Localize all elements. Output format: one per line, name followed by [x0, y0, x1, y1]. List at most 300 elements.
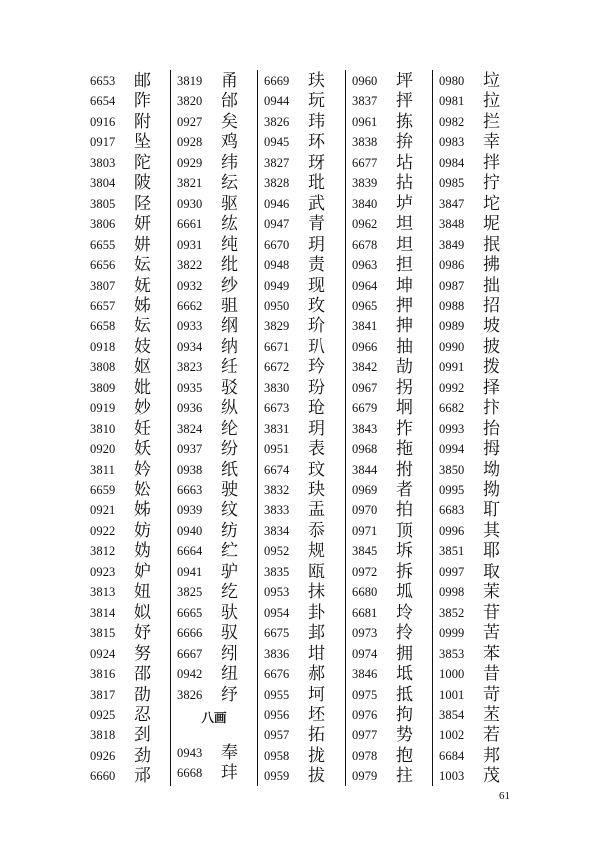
entry-character: 者: [396, 480, 413, 500]
entry: [171, 762, 257, 786]
entry-character: 耶: [483, 541, 500, 562]
entry-character: 郝: [308, 664, 325, 685]
column-1: [84, 70, 170, 786]
page-number: 61: [499, 790, 510, 802]
entry-code: 0975: [352, 687, 378, 702]
entry-code: 6675: [264, 626, 290, 641]
entry-character: 垃: [483, 71, 500, 91]
entry-character: 盂: [308, 500, 325, 521]
entry-code: 3826: [177, 687, 203, 702]
entry-code: 3808: [90, 360, 116, 375]
entry-code: 0954: [264, 605, 290, 620]
entry-code: 6663: [177, 483, 203, 497]
entry-character: 附: [134, 111, 151, 132]
entry-character: 陀: [134, 152, 151, 173]
entry-code: 3815: [90, 626, 116, 641]
entry-character: 姊: [134, 500, 151, 521]
entry-code: 3842: [352, 360, 378, 375]
entry-character: 刭: [134, 725, 151, 746]
entry-character: 驮: [221, 602, 238, 623]
entry-character: 玡: [308, 152, 325, 173]
entry-character: 坫: [396, 152, 413, 173]
entry-code: 3830: [264, 380, 290, 395]
entry-character: 纵: [221, 398, 238, 419]
entry-character: 纱: [221, 275, 238, 296]
entry-character: 择: [483, 377, 500, 398]
entry-character: 玪: [308, 357, 325, 378]
entry-character: 规: [308, 541, 325, 562]
entry-character: 拢: [308, 745, 325, 766]
entry-character: 抹: [308, 582, 325, 603]
entry-code: 3804: [90, 176, 116, 191]
entry: [258, 765, 344, 789]
entry-character: 坬: [396, 582, 413, 603]
entry-character: 纳: [221, 336, 238, 357]
entry-character: 纺: [221, 520, 238, 541]
entry-code: 3827: [264, 155, 290, 170]
entry-code: 0977: [352, 728, 378, 743]
entry-character: 担: [396, 255, 413, 276]
entry-code: 6660: [90, 769, 116, 784]
entry-code: 0984: [439, 155, 465, 170]
entry-character: 妪: [134, 357, 151, 378]
entry-code: 3844: [352, 462, 378, 477]
entry-code: 6662: [177, 298, 203, 313]
entry-code: 6665: [177, 605, 203, 620]
entry: [84, 765, 170, 789]
entry-code: 6661: [177, 217, 203, 232]
entry-character: 拆: [396, 561, 413, 582]
entry-code: 0994: [439, 442, 465, 457]
entry-character: 玮: [308, 111, 325, 132]
entry-character: 玭: [308, 173, 325, 194]
entry-code: 3841: [352, 319, 378, 334]
entry-character: 纲: [221, 316, 238, 337]
entry-character: 驵: [221, 295, 238, 316]
entry-character: 妣: [134, 377, 151, 398]
entry-character: 拎: [396, 623, 413, 644]
entry-character: 玩: [308, 91, 325, 112]
entry-character: 玟: [308, 459, 325, 480]
entry-character: 邽: [308, 623, 325, 644]
entry-code: 3839: [352, 176, 378, 191]
entry-code: 3820: [177, 94, 203, 109]
entry-code: 6667: [177, 646, 203, 661]
entry-code: 0978: [352, 748, 378, 763]
entry-character: 坩: [308, 643, 325, 664]
entry-code: 3817: [90, 687, 116, 702]
entry-code: 3807: [90, 278, 116, 293]
entry-character: 纶: [221, 418, 238, 439]
entry-code: 3816: [90, 667, 116, 682]
entry-character: 妘: [134, 255, 151, 276]
entry-character: 妒: [134, 561, 151, 582]
section-header: 八画: [201, 709, 227, 725]
entry-code: 3836: [264, 646, 290, 661]
entry-character: 劲: [134, 745, 151, 766]
entry-code: 0950: [264, 298, 290, 313]
entry-character: 妗: [134, 459, 151, 480]
entry-character: 青: [308, 214, 325, 235]
entry-code: 6668: [177, 766, 203, 781]
entry-code: 0956: [264, 707, 290, 722]
entry-character: 若: [483, 725, 500, 746]
entry-code: 6671: [264, 339, 290, 354]
entry-character: 姊: [134, 295, 151, 316]
entry-character: 坠: [134, 132, 151, 153]
entry-character: 纮: [221, 214, 238, 235]
entry-character: 玦: [308, 480, 325, 500]
entry-code: 0933: [177, 319, 203, 334]
entry-character: 招: [483, 295, 500, 316]
entry-code: 6680: [352, 585, 378, 600]
entry-character: 纽: [221, 664, 238, 685]
entry-character: 邰: [221, 91, 238, 112]
entry-code: 3822: [177, 258, 203, 273]
entry-character: 拄: [396, 766, 413, 787]
entry-character: 押: [396, 295, 413, 316]
entry: [171, 684, 257, 708]
entry-code: 0972: [352, 564, 378, 579]
entry-code: 0929: [177, 155, 203, 170]
entry-code: 0939: [177, 503, 203, 518]
entry-character: 坡: [483, 316, 500, 337]
entry-code: 0944: [264, 94, 290, 109]
entry-character: 鸡: [221, 132, 238, 153]
entry-character: 坻: [396, 664, 413, 685]
entry-character: 坦: [396, 214, 413, 235]
entry-character: 抨: [396, 91, 413, 112]
entry-character: 奉: [221, 742, 238, 763]
entry-code: 0965: [352, 298, 378, 313]
entry-code: 3828: [264, 176, 290, 191]
entry-character: 拖: [396, 439, 413, 460]
entry-code: 0985: [439, 176, 465, 191]
entry-code: 0989: [439, 319, 465, 334]
entry-character: 妍: [134, 214, 151, 235]
entry-code: 6672: [264, 360, 290, 375]
entry-character: 拍: [396, 500, 413, 521]
entry-character: 纥: [221, 582, 238, 603]
entry-code: 1001: [439, 687, 465, 702]
entry-code: 3853: [439, 646, 465, 661]
entry-character: 拉: [483, 91, 500, 112]
entry-character: 坦: [396, 234, 413, 255]
entry-code: 0979: [352, 769, 378, 784]
entry-code: 0945: [264, 135, 290, 150]
entry-character: 幸: [483, 132, 500, 153]
entry-character: 垆: [396, 193, 413, 214]
entry-code: 3818: [90, 728, 116, 743]
entry-character: 环: [308, 132, 325, 153]
entry-character: 甬: [221, 71, 238, 91]
entry-code: 3854: [439, 707, 465, 722]
entry-code: 0940: [177, 523, 203, 538]
entry-code: 6653: [90, 74, 116, 88]
entry-code: 0987: [439, 278, 465, 293]
entry-code: 3832: [264, 483, 290, 497]
entry-character: 邮: [134, 71, 151, 91]
entry-character: 拔: [308, 766, 325, 787]
entry-character: 抬: [483, 418, 500, 439]
entry-code: 0926: [90, 748, 116, 763]
entry-code: 3852: [439, 605, 465, 620]
entry-character: 努: [134, 643, 151, 664]
entry-character: 忝: [308, 520, 325, 541]
entry-code: 0983: [439, 135, 465, 150]
entry-code: 0920: [90, 442, 116, 457]
entry-character: 拧: [483, 173, 500, 194]
entry-character: 纰: [221, 255, 238, 276]
entry-code: 0938: [177, 462, 203, 477]
entry-code: 0961: [352, 114, 378, 129]
entry-code: 3829: [264, 319, 290, 334]
entry-code: 0932: [177, 278, 203, 293]
entry-code: 0991: [439, 360, 465, 375]
entry-character: 妫: [134, 541, 151, 562]
entry-character: 现: [308, 275, 325, 296]
entry-character: 妞: [134, 582, 151, 603]
entry: [346, 765, 432, 789]
entry-code: 0917: [90, 135, 116, 150]
entry-code: 6674: [264, 462, 290, 477]
entry-code: 3826: [264, 114, 290, 129]
entry-character: 拇: [483, 439, 500, 460]
entry-code: 3806: [90, 217, 116, 232]
entry-code: 3831: [264, 421, 290, 436]
entry-character: 坰: [396, 398, 413, 419]
entry-character: 拨: [483, 357, 500, 378]
entry-character: 拓: [308, 725, 325, 746]
entry-code: 0946: [264, 196, 290, 211]
entry-character: 拥: [396, 643, 413, 664]
entry-code: 3849: [439, 237, 465, 252]
entry-code: 0943: [177, 745, 203, 760]
entry-character: 武: [308, 193, 325, 214]
entry-code: 6670: [264, 237, 290, 252]
entry-character: 苯: [483, 643, 500, 664]
entry-character: 拦: [483, 111, 500, 132]
entry-code: 3847: [439, 196, 465, 211]
entry-character: 茂: [483, 766, 500, 787]
entry-code: 0982: [439, 114, 465, 129]
entry-code: 0928: [177, 135, 203, 150]
entry-code: 6664: [177, 544, 203, 559]
entry-code: 0955: [264, 687, 290, 702]
entry-character: 拂: [483, 255, 500, 276]
entry-character: 纷: [221, 439, 238, 460]
entry-code: 0942: [177, 667, 203, 682]
entry-character: 忍: [134, 704, 151, 725]
entry-code: 3835: [264, 564, 290, 579]
entry-character: 拙: [483, 275, 500, 296]
entry-character: 苷: [483, 602, 500, 623]
entry-character: 妐: [134, 480, 151, 500]
entry-character: 坤: [396, 275, 413, 296]
entry-code: 0947: [264, 217, 290, 232]
entry-code: 0968: [352, 442, 378, 457]
entry-character: 陉: [134, 193, 151, 214]
entry-code: 0971: [352, 523, 378, 538]
entry-character: 坳: [483, 459, 500, 480]
entry-character: 拚: [396, 132, 413, 153]
entry-code: 0927: [177, 114, 203, 129]
entry-code: 6657: [90, 298, 116, 313]
entry-code: 0934: [177, 339, 203, 354]
entry-code: 3824: [177, 421, 203, 436]
entry-character: 拈: [396, 173, 413, 194]
entry-code: 3825: [177, 585, 203, 600]
entry-code: 0922: [90, 523, 116, 538]
entry-code: 0999: [439, 626, 465, 641]
entry-character: 表: [308, 439, 325, 460]
entry-code: 6666: [177, 626, 203, 641]
entry-code: 3850: [439, 462, 465, 477]
entry-code: 3812: [90, 544, 116, 559]
entry-character: 阼: [134, 91, 151, 112]
entry-character: 驱: [221, 193, 238, 214]
entry-code: 6659: [90, 483, 116, 497]
column-5: [433, 70, 519, 786]
entry-character: 邵: [134, 664, 151, 685]
entry-code: 0952: [264, 544, 290, 559]
entry-code: 0935: [177, 380, 203, 395]
entry-code: 3848: [439, 217, 465, 232]
entry-character: 妩: [134, 275, 151, 296]
entry-code: 0936: [177, 401, 203, 416]
entry-character: 妊: [134, 418, 151, 439]
entry-character: 拐: [396, 377, 413, 398]
entry-code: 0970: [352, 503, 378, 518]
entry-code: 1003: [439, 769, 465, 784]
entry-character: 纹: [221, 500, 238, 521]
entry-code: 0996: [439, 523, 465, 538]
entry-code: 6669: [264, 74, 290, 88]
entry-character: 抿: [483, 234, 500, 255]
entry-code: 3813: [90, 585, 116, 600]
entry-character: 抽: [396, 336, 413, 357]
dictionary-page: [84, 70, 518, 786]
entry-code: 0998: [439, 585, 465, 600]
entry-code: 0967: [352, 380, 378, 395]
entry-character: 驴: [221, 561, 238, 582]
entry-character: 瓯: [308, 561, 325, 582]
entry-code: 0962: [352, 217, 378, 232]
column-2: [171, 70, 257, 786]
entry-character: 拃: [396, 418, 413, 439]
entry-character: 玫: [308, 295, 325, 316]
entry-character: 拘: [396, 704, 413, 725]
entry-character: 取: [483, 561, 500, 582]
entry-character: 苤: [483, 704, 500, 725]
entry-code: 0966: [352, 339, 378, 354]
entry-character: 玢: [308, 377, 325, 398]
entry-code: 6656: [90, 258, 116, 273]
entry-character: 劭: [134, 684, 151, 705]
entry-code: 6682: [439, 401, 465, 416]
entry-code: 6673: [264, 401, 290, 416]
entry-code: 0957: [264, 728, 290, 743]
entry-code: 0960: [352, 74, 378, 88]
entry-code: 0988: [439, 298, 465, 313]
entry-character: 纻: [221, 541, 238, 562]
entry: [433, 765, 519, 789]
entry-code: 0963: [352, 258, 378, 273]
entry-code: 0941: [177, 564, 203, 579]
entry-code: 0931: [177, 237, 203, 252]
entry-character: 卦: [308, 602, 325, 623]
entry-code: 0958: [264, 748, 290, 763]
entry-code: 0953: [264, 585, 290, 600]
entry-code: 6678: [352, 237, 378, 252]
entry-code: 3803: [90, 155, 116, 170]
entry-character: 姒: [134, 602, 151, 623]
entry-character: 抻: [396, 316, 413, 337]
entry-character: 拗: [483, 480, 500, 500]
entry-code: 6658: [90, 319, 116, 334]
entry-character: 妨: [134, 520, 151, 541]
entry-code: 0986: [439, 258, 465, 273]
entry-code: 0964: [352, 278, 378, 293]
entry-character: 妌: [134, 234, 151, 255]
entry-character: 坨: [483, 193, 500, 214]
entry-code: 0918: [90, 339, 116, 354]
entry-code: 3834: [264, 523, 290, 538]
entry-code: 6676: [264, 667, 290, 682]
column-4: [346, 70, 432, 786]
entry-code: 3811: [90, 462, 115, 477]
entry-code: 1002: [439, 728, 465, 743]
entry-code: 0993: [439, 421, 465, 436]
entry-code: 0937: [177, 442, 203, 457]
entry-character: 抃: [483, 398, 500, 419]
entry-code: 3809: [90, 380, 116, 395]
entry-code: 3846: [352, 667, 378, 682]
entry-character: 茉: [483, 582, 500, 603]
entry-character: 坪: [396, 71, 413, 91]
entry-code: 0990: [439, 339, 465, 354]
entry-character: 矣: [221, 111, 238, 132]
entry-character: 邦: [483, 745, 500, 766]
entry-code: 3821: [177, 176, 203, 191]
entry-character: 拣: [396, 111, 413, 132]
entry-character: 责: [308, 255, 325, 276]
entry-code: 1000: [439, 667, 465, 682]
entry-code: 0949: [264, 278, 290, 293]
entry-code: 0930: [177, 196, 203, 211]
entry-code: 3843: [352, 421, 378, 436]
entry-code: 0997: [439, 564, 465, 579]
entry-character: 其: [483, 520, 500, 541]
entry-code: 3833: [264, 503, 290, 518]
entry-character: 纾: [221, 684, 238, 705]
entry-character: 驭: [221, 623, 238, 644]
entry-character: 纴: [221, 357, 238, 378]
entry-character: 纸: [221, 459, 238, 480]
entry-character: 玤: [221, 763, 238, 784]
entry-character: 玠: [308, 316, 325, 337]
entry-code: 0923: [90, 564, 116, 579]
entry-character: 拌: [483, 152, 500, 173]
entry-code: 0969: [352, 483, 378, 497]
entry-code: 0925: [90, 707, 116, 722]
entry-code: 0980: [439, 74, 465, 88]
entry-code: 0976: [352, 707, 378, 722]
entry-character: 拊: [396, 459, 413, 480]
entry-character: 纼: [221, 643, 238, 664]
entry-code: 0951: [264, 442, 290, 457]
entry-code: 0948: [264, 258, 290, 273]
